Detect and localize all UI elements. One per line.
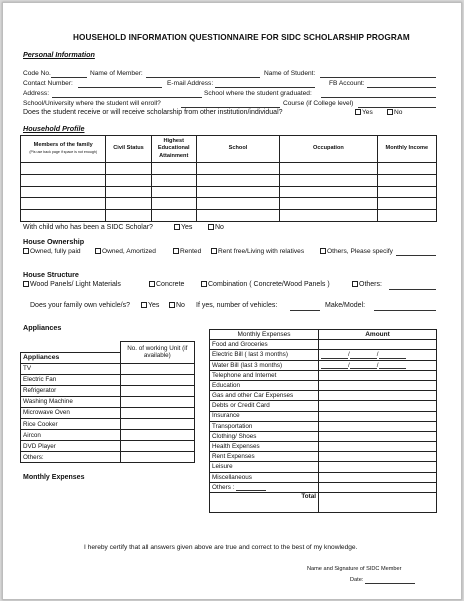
table-row[interactable]: Refrigerator	[21, 385, 195, 396]
address-label: Address:	[23, 90, 50, 97]
total-label: Total	[210, 493, 319, 513]
table-row[interactable]: Washing Machine	[21, 396, 195, 407]
table-row[interactable]: Electric Fan	[21, 374, 195, 385]
section-household-heading: Household Profile	[23, 124, 85, 133]
other-scholarship-yes[interactable]: Yes	[355, 109, 373, 117]
ownership-option-rent-free[interactable]: Rent free/Living with relatives	[211, 248, 304, 256]
structure-option-others[interactable]: Others:	[352, 281, 382, 289]
table-row[interactable]: Telephone and Internet	[210, 370, 437, 380]
table-row[interactable]: Rent Expenses	[210, 452, 437, 462]
checkbox-icon	[352, 281, 358, 287]
checkbox-icon	[169, 302, 175, 308]
checkbox-icon	[149, 281, 155, 287]
expenses-col-amount: Amount	[319, 330, 437, 340]
date-label: Date:	[350, 577, 364, 583]
contact-field[interactable]	[78, 87, 162, 88]
code-no-field[interactable]	[51, 77, 87, 78]
email-label: E-mail Address:	[167, 80, 214, 87]
table-row[interactable]: Others :	[210, 482, 437, 492]
sidc-child-no[interactable]: No	[208, 224, 224, 232]
table-row[interactable]: Education	[210, 380, 437, 390]
family-table	[20, 135, 437, 222]
table-row[interactable]	[21, 163, 437, 175]
other-scholarship-question: Does the student receive or will receive scholarship from other institution/individual?	[23, 109, 283, 116]
appliances-table	[20, 341, 195, 463]
table-row[interactable]: Health Expenses	[210, 442, 437, 452]
table-row[interactable]	[21, 186, 437, 198]
appliances-heading: Appliances	[23, 323, 62, 332]
ownership-option-rented[interactable]: Rented	[173, 248, 201, 256]
make-model-label: Make/Model:	[325, 302, 366, 309]
sidc-child-question: With child who has been a SIDC Scholar?	[23, 224, 153, 231]
table-row[interactable]: Debts or Credit Card	[210, 401, 437, 411]
table-row[interactable]: Aircon	[21, 430, 195, 441]
address-field[interactable]	[52, 97, 202, 98]
table-row[interactable]: Insurance	[210, 411, 437, 421]
fb-field[interactable]	[367, 87, 436, 88]
checkbox-icon	[173, 248, 179, 254]
vehicle-count-field[interactable]	[290, 310, 320, 311]
table-row[interactable]: Electric Bill ( last 3 months) / /	[210, 350, 437, 360]
appliances-col-count: No. of working Unit (if available)	[120, 342, 194, 364]
ownership-option-amortized[interactable]: Owned, Amortized	[95, 248, 156, 256]
table-row[interactable]: Clothing/ Shoes	[210, 431, 437, 441]
table-row[interactable]	[21, 198, 437, 210]
ownership-option-others[interactable]: Others, Please specify	[320, 248, 393, 256]
table-row[interactable]: Food and Groceries	[210, 340, 437, 350]
contact-label: Contact Number:	[23, 80, 73, 87]
student-name-label: Name of Student:	[264, 70, 316, 77]
certification-text: I hereby certify that all answers given above are true and correct to the best of my knowledge.	[84, 544, 358, 551]
total-row[interactable]	[210, 493, 437, 513]
ownership-heading: House Ownership	[23, 237, 85, 246]
structure-option-combination[interactable]: Combination ( Concrete/Wood Panels )	[201, 281, 330, 289]
vehicle-no[interactable]: No	[169, 302, 185, 310]
checkbox-icon	[23, 248, 29, 254]
enroll-field[interactable]	[181, 107, 280, 108]
table-row[interactable]: Microwave Oven	[21, 407, 195, 418]
col-school: School	[196, 136, 279, 163]
col-income: Monthly Income	[377, 136, 436, 163]
table-row[interactable]: Transportation	[210, 421, 437, 431]
table-row[interactable]: Leisure	[210, 462, 437, 472]
form-title: HOUSEHOLD INFORMATION QUESTIONNAIRE FOR SIDC SCHOLARSHIP PROGRAM	[73, 33, 410, 42]
checkbox-icon	[355, 109, 361, 115]
checkbox-icon	[174, 224, 180, 230]
checkbox-icon	[208, 224, 214, 230]
table-row[interactable]: Gas and other Car Expenses	[210, 391, 437, 401]
expenses-col-name: Monthly Expenses	[210, 330, 319, 340]
school-grad-label: School where the student graduated:	[204, 90, 312, 97]
col-civil-status: Civil Status	[106, 136, 151, 163]
table-row[interactable]: TV	[21, 363, 195, 374]
structure-others-field[interactable]	[389, 289, 436, 290]
fb-label: FB Account:	[329, 80, 365, 87]
col-members: Members of the family (Pls use back page if space is not enough)	[21, 136, 106, 163]
date-field[interactable]	[365, 583, 415, 584]
table-row[interactable]: Others:	[21, 452, 195, 463]
student-name-field[interactable]	[320, 77, 436, 78]
expenses-table	[209, 329, 437, 513]
email-field[interactable]	[215, 87, 315, 88]
make-model-field[interactable]	[374, 310, 436, 311]
other-scholarship-no[interactable]: No	[387, 109, 402, 117]
structure-heading: House Structure	[23, 270, 79, 279]
vehicle-yes[interactable]: Yes	[141, 302, 159, 310]
ownership-others-field[interactable]	[396, 255, 436, 256]
section-personal-heading: Personal Information	[23, 50, 95, 59]
vehicle-question: Does your family own vehicle/s?	[30, 302, 130, 309]
col-education: Highest Educational Attainment	[151, 136, 196, 163]
monthly-expenses-label: Monthly Expenses	[23, 474, 85, 481]
course-label: Course (if College level)	[283, 100, 354, 107]
form-page	[2, 2, 462, 600]
sidc-child-yes[interactable]: Yes	[174, 224, 192, 232]
vehicle-count-label: If yes, number of vehicles:	[196, 302, 278, 309]
table-row[interactable]: Miscellaneous	[210, 472, 437, 482]
table-row[interactable]	[21, 174, 437, 186]
member-name-field[interactable]	[146, 77, 260, 78]
course-field[interactable]	[358, 107, 436, 108]
appliances-col-name: Appliances	[21, 352, 121, 363]
table-row[interactable]: DVD Player	[21, 441, 195, 452]
structure-option-concrete[interactable]: Concrete	[149, 281, 184, 289]
code-no-label: Code No.	[23, 70, 51, 77]
structure-option-wood[interactable]: Wood Panels/ Light Materials	[23, 281, 121, 289]
enroll-label: School/University where the student will enroll?	[23, 100, 161, 107]
school-grad-field[interactable]	[321, 97, 436, 98]
checkbox-icon	[23, 281, 29, 287]
checkbox-icon	[387, 109, 393, 115]
ownership-option-fully-paid[interactable]: Owned, fully paid	[23, 248, 81, 256]
checkbox-icon	[320, 248, 326, 254]
col-occupation: Occupation	[280, 136, 377, 163]
checkbox-icon	[141, 302, 147, 308]
table-row[interactable]: Rice Cooker	[21, 419, 195, 430]
signature-label: Name and Signature of SIDC Member	[307, 566, 402, 572]
table-row[interactable]	[21, 210, 437, 222]
member-name-label: Name of Member:	[90, 70, 143, 77]
checkbox-icon	[95, 248, 101, 254]
checkbox-icon	[211, 248, 217, 254]
checkbox-icon	[201, 281, 207, 287]
table-row[interactable]: Water Bill (last 3 months) / /	[210, 360, 437, 370]
